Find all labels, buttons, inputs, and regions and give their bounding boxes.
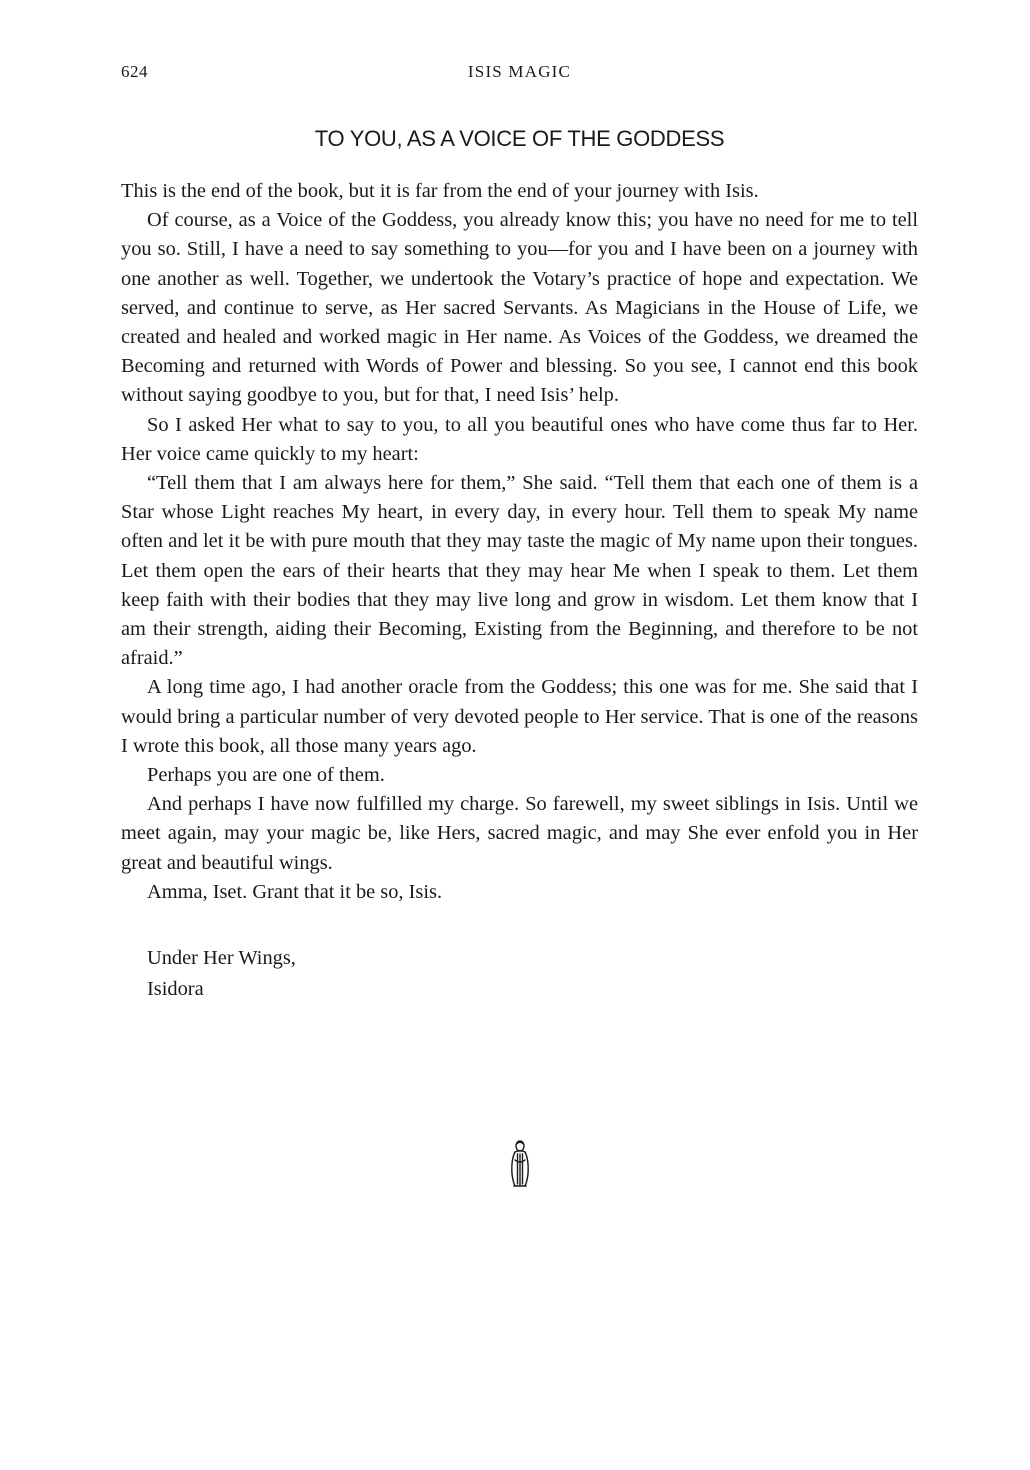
running-title: ISIS MAGIC bbox=[467, 62, 572, 81]
paragraph: Perhaps you are one of them. bbox=[147, 764, 385, 787]
paragraph: “Tell them that I am always here for them,” She said. “Tell them that each one of them is a Star whose Light reaches My heart, in every day, in every hour. Tell them to speak My name often and let it be with pure mouth that they may taste the magic of My name upon their tongues. Let them open the ears of their hearts that they may hear Me when I speak to them. Let them keep faith with their bodies that they may live long and grow in wisdom. Let them know that I am their strength, aiding their Becoming, Existing from the Beginning, and therefore to be not afraid.” bbox=[121, 472, 918, 670]
paragraph: Amma, Iset. Grant that it be so, Isis. bbox=[147, 880, 443, 903]
body-text bbox=[121, 177, 918, 907]
page-number: 624 bbox=[121, 62, 148, 81]
paragraph: Of course, as a Voice of the Goddess, you already know this; you have no need for me to tell you so. Still, I have a need to say something to you—for you and I have been on a journey with one another as well. Together, we undertook the Votary’s practice of hope and expectation. We served, and continue to serve, as Her sacred Servants. As Magicians in the House of Life, we created and healed and worked magic in Her name. As Voices of the Goddess, we dreamed the Becoming and returned with Words of Power and blessing. So you see, I cannot end this book without saying goodbye to you, but for that, I need Isis’ help. bbox=[121, 209, 918, 407]
isis-figure-icon bbox=[509, 1140, 531, 1188]
section-heading: TO YOU, AS A VOICE OF THE GODDESS bbox=[314, 126, 725, 151]
paragraph: And perhaps I have now fulfilled my charge. So farewell, my sweet siblings in Isis. Until we meet again, may your magic be, like Hers, sacred magic, and may She ever enfold you in Her great and beautiful wings. bbox=[121, 793, 918, 874]
paragraph: A long time ago, I had another oracle from the Goddess; this one was for me. She said that I would bring a particular number of very devoted people to Her service. That is one of the reasons I wrote this book, all those many years ago. bbox=[121, 676, 918, 757]
running-head bbox=[121, 62, 918, 86]
paragraph: This is the end of the book, but it is far from the end of your journey with Isis. bbox=[121, 180, 759, 202]
paragraph: So I asked Her what to say to you, to all you beautiful ones who have come thus far to Her. Her voice came quickly to my heart: bbox=[121, 413, 918, 465]
closing-signature: Isidora bbox=[147, 978, 204, 1000]
closing-salutation: Under Her Wings, bbox=[147, 947, 296, 969]
closing bbox=[147, 943, 296, 1005]
